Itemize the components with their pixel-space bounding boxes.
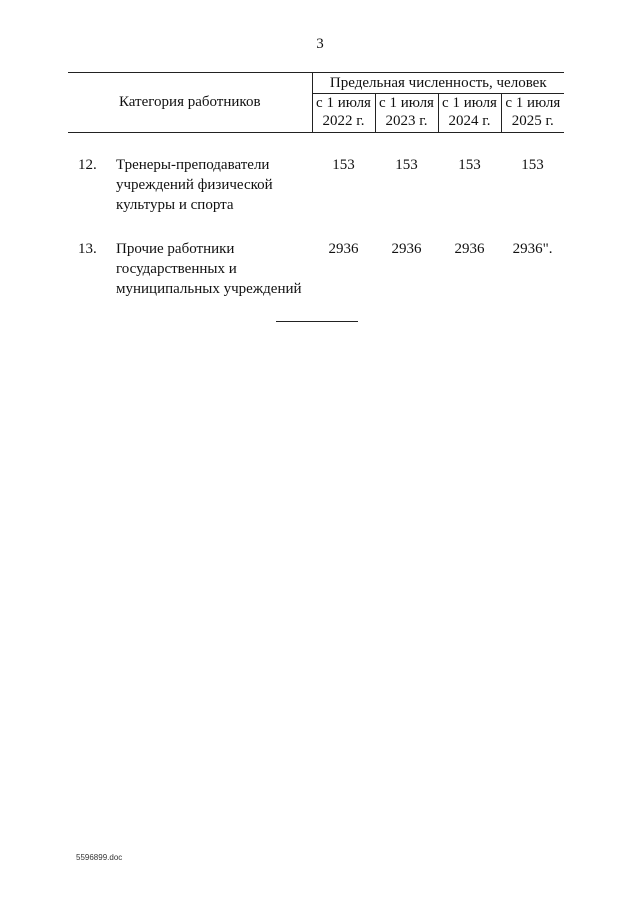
year-header-line1: с 1 июля [505,95,561,111]
staff-limits-table [68,72,564,299]
year-header-line2: 2025 г. [511,113,554,129]
value-cell-2022: 2936 [328,241,359,257]
footer-filename: 5596899.doc [76,853,123,862]
table-row [68,215,564,299]
value-cell-2022: 153 [332,157,355,173]
staff-limit-group-header: Предельная численность, человек [312,73,564,94]
year-header-2024 [438,94,501,133]
page-number: 3 [316,36,324,52]
category-line: Тренеры-преподаватели [116,157,270,173]
category-line: государственных и [116,261,237,277]
value-cell-2025: 2936". [512,241,553,257]
value-cell-2024: 153 [458,157,481,173]
year-header-line2: 2024 г. [448,113,491,129]
year-header-line2: 2022 г. [322,113,365,129]
year-header-line1: с 1 июля [316,95,371,111]
category-cell [68,215,312,299]
category-line: учреждений физической [116,177,273,193]
category-name [116,155,312,215]
year-header-2023 [375,94,438,133]
year-header-2022 [312,94,375,133]
table-row [68,133,564,216]
row-number: 12. [78,157,97,173]
year-header-2025 [501,94,564,133]
category-name [116,239,312,299]
table-header-row-group [68,73,564,94]
category-line: Прочие работники [116,241,235,257]
category-column-header: Категория работников [68,73,312,133]
category-line: муниципальных учреждений [116,281,302,297]
value-cell-2023: 2936 [391,241,422,257]
year-header-line2: 2023 г. [385,113,428,129]
year-header-line1: с 1 июля [379,95,434,111]
value-cell-2025: 153 [521,157,544,173]
value-cell-2023: 153 [395,157,418,173]
staff-limits-table-container [68,72,564,299]
year-header-line1: с 1 июля [442,95,497,111]
value-cell-2024: 2936 [454,241,485,257]
row-number: 13. [78,241,97,257]
category-cell [68,133,312,216]
closing-divider [276,321,358,322]
category-line: культуры и спорта [116,197,234,213]
